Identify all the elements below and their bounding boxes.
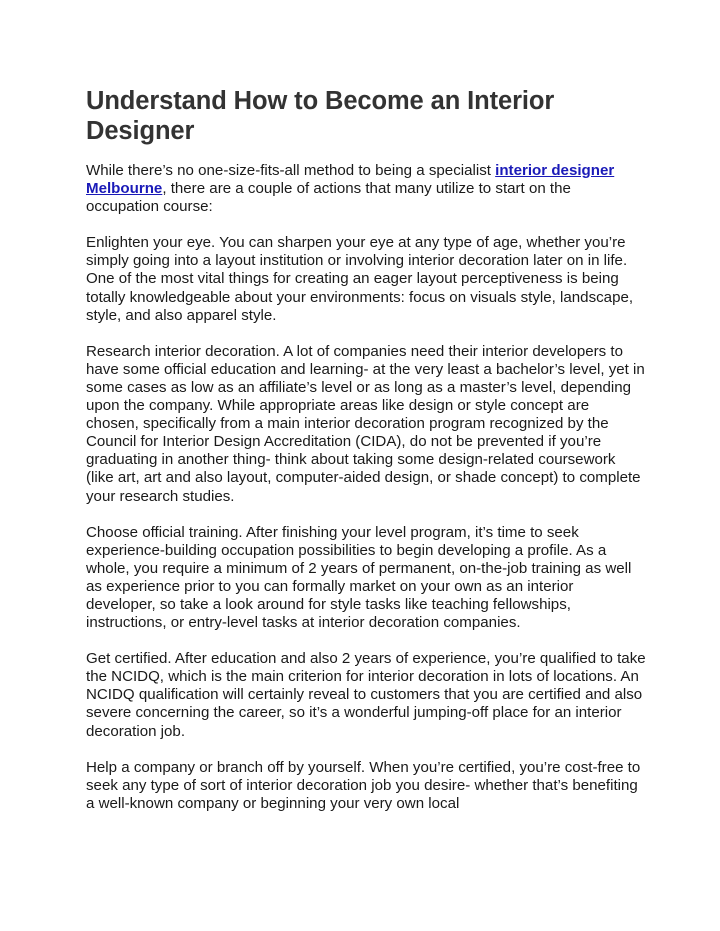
page-title: Understand How to Become an Interior Designer xyxy=(86,87,555,145)
paragraph-research: Research interior decoration. A lot of companies need their interior developers to have some official education and learning- at the very least a bachelor’s level, yet in some cases as low as an affiliate’s level or as long as a master’s level, depending upon the company. While appropriate areas like design or style concept are chosen, specifically from a main interior decoration program recognized by the Council for Interior Design Accreditation (CIDA), do not be prevented if you’re graduating in another thing- think about taking some design-related coursework (like art, art and also layout, computer-aided design, or shade concept) to complete your research studies. xyxy=(86,342,645,505)
intro-paragraph xyxy=(86,162,646,216)
paragraph-help-company: Help a company or branch off by yourself. When you’re certified, you’re cost-free to seek any type of sort of interior decoration job you desire- whether that’s benefiting a well-known company or beginning your very own local xyxy=(86,758,641,812)
document-page xyxy=(86,86,646,831)
intro-text-after: , there are a couple of actions that many utilize to start on the occupation course: xyxy=(86,180,571,216)
paragraph-get-certified: Get certified. After education and also 2 years of experience, you’re qualified to take the NCIDQ, which is the main criterion for interior decoration in lots of locations. An NCIDQ qualification will certainly reveal to customers that you are certified and also severe concerning the career, so it’s a wonderful jumping-off place for an interior decoration job. xyxy=(86,650,646,740)
intro-text-before: While there’s no one-size-fits-all method to being a specialist xyxy=(86,162,496,179)
paragraph-enlighten-eye: Enlighten your eye. You can sharpen your eye at any type of age, whether you’re simply going into a layout institution or involving interior decoration later on in life. One of the most vital things for creating an eager layout perceptiveness is being totally knowledgeable about your environments: focus on visuals style, landscape, style, and also apparel style. xyxy=(86,234,634,324)
interior-designer-link[interactable]: interior designer Melbourne xyxy=(86,162,615,198)
paragraph-official-training: Choose official training. After finishing your level program, it’s time to seek experience-building occupation possibilities to begin developing a profile. As a whole, you require a minimum of 2 years of permanent, on-the-job training as well as experience prior to you can formally market on your own as an interior developer, so take a look around for style tasks like teaching fellowships, instructions, or entry-level tasks at interior decoration companies. xyxy=(86,523,632,632)
